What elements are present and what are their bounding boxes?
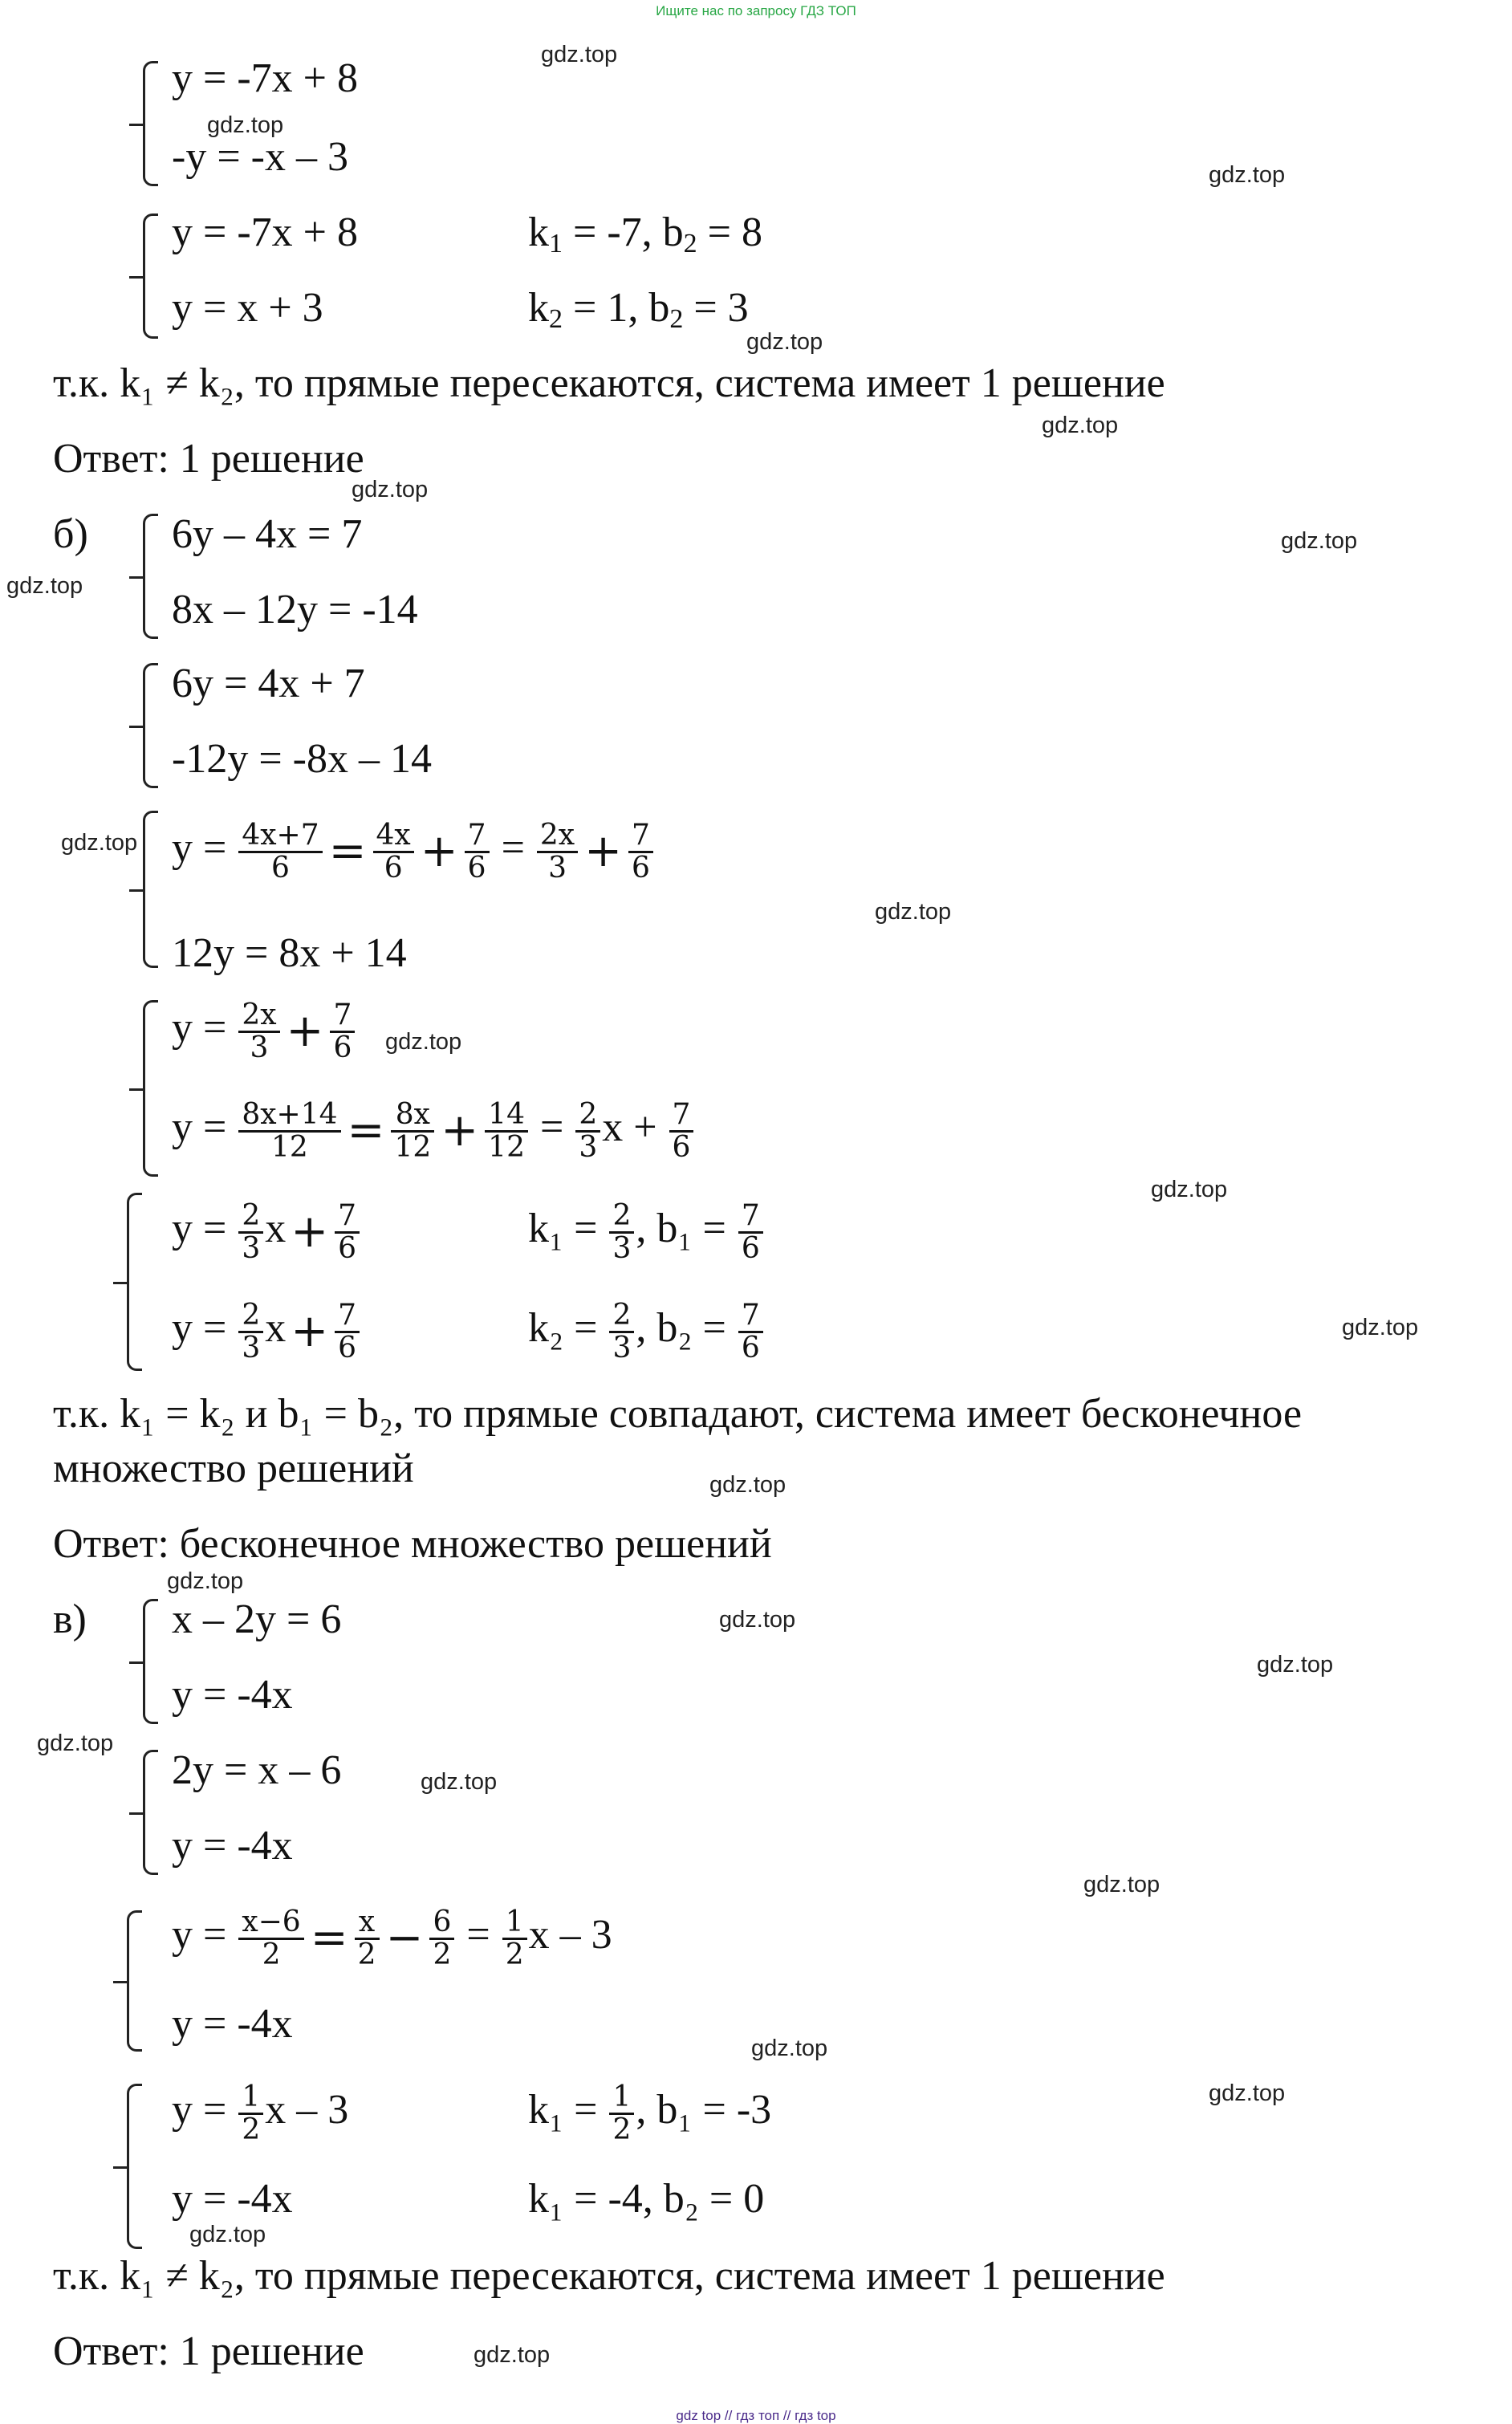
equation: y = -4x — [172, 2176, 293, 2222]
fraction: $\frac{1}{2}$ — [609, 2082, 634, 2145]
watermark: gdz.top — [1281, 528, 1358, 554]
fraction: $\frac{2}{3}$ — [609, 1201, 634, 1264]
fraction-equation: y = $\frac{2}{3}$ x + $\frac{7}{6}$ — [172, 1292, 361, 1368]
equation: y = -7x + 8 — [172, 209, 358, 255]
brace — [127, 1910, 142, 2052]
watermark: gdz.top — [385, 1029, 462, 1055]
watermark: gdz.top — [1209, 162, 1286, 188]
conclusion: т.к. k₁ = k₂ и b₁ = b₂, то прямые совпадают, система имеет бесконечное — [53, 1391, 1303, 1437]
watermark: gdz.top — [474, 2342, 551, 2368]
equation: 6y – 4x = 7 — [172, 511, 363, 557]
equation: -12y = -8x – 14 — [172, 736, 432, 782]
fraction: $\frac{2}{3}$ — [238, 1201, 263, 1264]
fraction-equation: y = $\frac{2x}{3}$ + $\frac{7}{6}$ — [172, 992, 356, 1068]
watermark: gdz.top — [1151, 1177, 1228, 1202]
fraction: $\frac{8x}{12}$ — [391, 1100, 434, 1163]
fraction: $\frac{2}{3}$ — [238, 1300, 263, 1364]
watermark: gdz.top — [1083, 1872, 1160, 1897]
brace — [127, 1193, 142, 1371]
fraction: $\frac{2}{3}$ — [575, 1100, 600, 1163]
watermark: gdz.top — [189, 2222, 266, 2247]
fraction: $\frac{7}{6}$ — [465, 820, 490, 884]
conclusion: множество решений — [53, 1446, 414, 1491]
equation: x – 2y = 6 — [172, 1596, 342, 1642]
fraction: $\frac{2x}{3}$ — [238, 1000, 279, 1064]
fraction: $\frac{1}{2}$ — [238, 2082, 263, 2145]
watermark: gdz.top — [709, 1472, 786, 1498]
brace — [143, 1599, 158, 1724]
watermark: gdz.top — [6, 573, 83, 599]
watermark: gdz.top — [719, 1607, 796, 1633]
watermark: gdz.top — [421, 1769, 498, 1795]
fraction: $\frac{1}{2}$ — [502, 1907, 527, 1971]
watermark: gdz.top — [207, 112, 284, 138]
answer: Ответ: 1 решение — [53, 436, 364, 482]
fraction: $\frac{7}{6}$ — [628, 820, 653, 884]
bottom-watermark: gdz top // гдз топ // гдз top — [676, 2408, 836, 2423]
coefficients: k₂ = $\frac{2}{3}$ , b₂ = $\frac{7}{6}$ — [528, 1292, 765, 1365]
watermark: gdz.top — [37, 1731, 114, 1756]
fraction: $\frac{6}{2}$ — [429, 1907, 454, 1971]
coefficients: k₁ = $\frac{1}{2}$ , b₁ = -3 — [528, 2080, 772, 2146]
fraction: $\frac{7}{6}$ — [335, 1201, 360, 1264]
fraction: $\frac{x}{2}$ — [355, 1907, 380, 1971]
brace — [143, 1750, 158, 1875]
brace — [143, 1000, 158, 1177]
fraction: $\frac{8x+14}{12}$ — [238, 1100, 340, 1163]
watermark: gdz.top — [751, 2036, 828, 2061]
fraction: $\frac{7}{6}$ — [330, 1000, 355, 1064]
coefficients: $k_1 = -7$, $b_2 = 8$ — [528, 209, 762, 258]
watermark: gdz.top — [541, 42, 618, 67]
conclusion: т.к. k₁ ≠ k₂, то прямые пересекаются, система имеет 1 решение — [53, 2253, 1165, 2299]
watermark: gdz.top — [1042, 413, 1119, 438]
fraction-equation: y = $\frac{4x+7}{6}$ = $\frac{4x}{6}$ + $\frac{7}{6}$ = $\frac{2x}{3}$ + $\frac{7}{6}$ — [172, 812, 655, 888]
watermark: gdz.top — [167, 1568, 244, 1594]
equation: y = -4x — [172, 2001, 293, 2047]
equation: y = x + 3 — [172, 285, 323, 331]
equation: 12y = 8x + 14 — [172, 930, 407, 976]
watermark: gdz.top — [352, 477, 429, 502]
equation: 8x – 12y = -14 — [172, 587, 418, 632]
fraction-equation: y = $\frac{8x+14}{12}$ = $\frac{8x}{12}$ + $\frac{14}{12}$ = $\frac{2}{3}$ x + $\frac{7}{6}$ — [172, 1092, 695, 1167]
fraction: $\frac{x-6}{2}$ — [238, 1907, 303, 1971]
watermark: gdz.top — [1257, 1652, 1334, 1678]
top-watermark: Ищите нас по запросу ГДЗ ТОП — [656, 3, 856, 18]
fraction: $\frac{7}{6}$ — [669, 1100, 694, 1163]
watermark: gdz.top — [1342, 1315, 1419, 1340]
brace — [143, 514, 158, 639]
equation: y = -7x + 8 — [172, 55, 358, 101]
section-label: б) — [53, 511, 88, 557]
conclusion: т.к. k₁ ≠ k₂, то прямые пересекаются, система имеет 1 решение — [53, 360, 1165, 406]
fraction: $\frac{7}{6}$ — [335, 1300, 360, 1364]
watermark: gdz.top — [1209, 2080, 1286, 2106]
answer: Ответ: 1 решение — [53, 2328, 364, 2374]
fraction: $\frac{2}{3}$ — [609, 1300, 634, 1364]
brace — [127, 2084, 142, 2249]
fraction: $\frac{7}{6}$ — [738, 1201, 763, 1264]
section-label: в) — [53, 1596, 87, 1642]
watermark: gdz.top — [746, 329, 823, 355]
equation: y = -4x — [172, 1672, 293, 1718]
coefficients: k₁ = $\frac{2}{3}$ , b₁ = $\frac{7}{6}$ — [528, 1193, 765, 1265]
equation: y = -4x — [172, 1823, 293, 1869]
coefficients: $k_2 = 1$, $b_2 = 3$ — [528, 285, 749, 334]
fraction-equation: y = $\frac{x-6}{2}$ = $\frac{x}{2}$ − $\frac{6}{2}$ = $\frac{1}{2}$ x – 3 — [172, 1905, 612, 1971]
fraction: $\frac{2x}{3}$ — [537, 820, 578, 884]
fraction: $\frac{7}{6}$ — [738, 1300, 763, 1364]
equation: -y = -x – 3 — [172, 134, 348, 180]
brace — [143, 214, 158, 339]
watermark: gdz.top — [875, 899, 952, 925]
fraction: $\frac{4x+7}{6}$ — [238, 820, 322, 884]
answer: Ответ: бесконечное множество решений — [53, 1521, 772, 1567]
brace — [143, 61, 158, 186]
fraction: $\frac{4x}{6}$ — [373, 820, 414, 884]
watermark: gdz.top — [61, 830, 138, 856]
fraction-equation: y = $\frac{2}{3}$ x + $\frac{7}{6}$ — [172, 1193, 361, 1268]
equation: 2y = x – 6 — [172, 1747, 342, 1793]
fraction: $\frac{14}{12}$ — [485, 1100, 528, 1163]
fraction-equation: y = $\frac{1}{2}$ x – 3 — [172, 2080, 349, 2146]
brace — [143, 663, 158, 788]
brace — [143, 811, 158, 968]
equation: 6y = 4x + 7 — [172, 661, 365, 706]
coefficients: k₁ = -4, b₂ = 0 — [528, 2176, 765, 2222]
